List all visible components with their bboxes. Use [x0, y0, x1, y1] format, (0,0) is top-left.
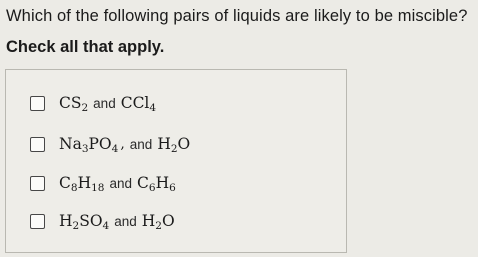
instruction-text: Check all that apply. — [6, 38, 165, 56]
formula-c8h18: $C_8H_{18}$ — [59, 174, 105, 194]
checkbox[interactable] — [30, 96, 45, 111]
formula-ccl4: CCl$_4$ — [120, 94, 157, 114]
option-na3po4-h2o[interactable] — [30, 133, 190, 155]
question-text: Which of the following pairs of liquids are likely to be miscible? — [6, 7, 468, 25]
option-h2so4-h2o[interactable] — [30, 210, 175, 232]
option-cs2-ccl4[interactable] — [30, 92, 156, 114]
connector-and: and — [109, 175, 132, 191]
formula-h2o: $H_2O$ — [141, 212, 175, 232]
formula-cs2: $CS_2$ — [59, 94, 89, 114]
option-c8h18-c6h6[interactable] — [30, 172, 176, 194]
connector-and: and — [93, 95, 116, 111]
formula-na3po4: $Na_3PO_4$ — [59, 135, 119, 155]
formula-c6h6: $C_6H_6$ — [137, 174, 176, 194]
checkbox[interactable] — [30, 214, 45, 229]
comma: , — [120, 136, 125, 152]
connector-and: and — [114, 213, 137, 229]
connector-and: and — [129, 136, 153, 152]
formula-h2so4: $H_2SO_4$ — [59, 212, 110, 232]
checkbox[interactable] — [30, 137, 45, 152]
checkbox[interactable] — [30, 176, 45, 191]
formula-h2o: $H_2O$ — [157, 135, 191, 155]
